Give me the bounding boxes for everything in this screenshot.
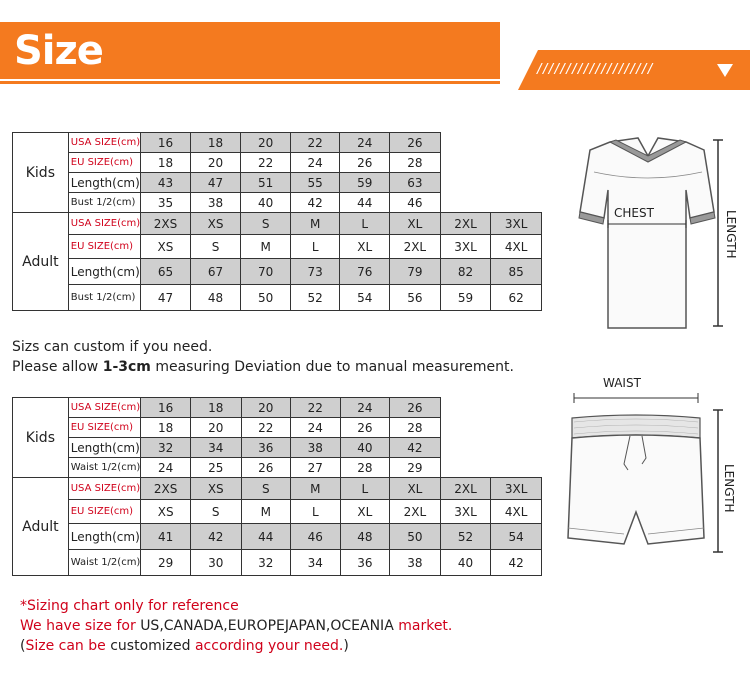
size-cell: 38 <box>291 438 341 458</box>
size-cell: 50 <box>241 285 291 311</box>
row-label: EU SIZE(cm) <box>68 500 141 524</box>
size-cell: XS <box>141 235 191 259</box>
row-label: Length(cm) <box>68 438 141 458</box>
empty-cell <box>491 438 542 458</box>
adult-group-label: Adult <box>13 478 69 576</box>
empty-cell <box>440 133 491 153</box>
shorts-diagram <box>552 392 750 562</box>
size-cell: 20 <box>241 398 291 418</box>
size-cell: 28 <box>340 458 390 478</box>
table-row <box>13 213 542 235</box>
size-cell: 16 <box>141 133 191 153</box>
footer-line3-close: ) <box>343 638 349 654</box>
table-row <box>13 458 542 478</box>
size-cell: M <box>291 478 341 500</box>
size-cell: S <box>190 500 241 524</box>
table-row <box>13 524 542 550</box>
size-cell: 24 <box>290 153 340 173</box>
banner-stripes-icon: //////////////////// <box>536 62 653 77</box>
footer-line3-red1: Size can be <box>25 638 106 654</box>
footer-line3-open: ( <box>20 638 26 654</box>
empty-cell <box>440 458 491 478</box>
table-row <box>13 153 542 173</box>
size-cell: L <box>340 478 390 500</box>
shorts-length-label: LENGTH <box>722 464 736 513</box>
empty-cell <box>491 153 542 173</box>
size-cell: 46 <box>291 524 341 550</box>
size-cell: 20 <box>190 153 241 173</box>
size-cell: 32 <box>241 550 291 576</box>
chevron-down-icon <box>717 64 733 77</box>
deviation-note-pre: Please allow <box>12 359 103 375</box>
size-cell: 18 <box>141 153 191 173</box>
size-cell: 2XS <box>141 213 191 235</box>
table-row <box>13 173 542 193</box>
size-cell: 38 <box>190 193 241 213</box>
size-cell: S <box>190 235 241 259</box>
size-cell: 3XL <box>440 500 491 524</box>
size-cell: 18 <box>190 133 241 153</box>
size-cell: 3XL <box>491 478 542 500</box>
size-cell: 34 <box>291 550 341 576</box>
size-cell: 42 <box>190 524 241 550</box>
size-cell: 2XL <box>390 500 441 524</box>
size-cell: 28 <box>390 153 441 173</box>
size-cell: 2XL <box>440 213 491 235</box>
size-cell: 79 <box>390 259 441 285</box>
size-cell: 40 <box>241 193 291 213</box>
empty-cell <box>440 193 491 213</box>
shorts-outline-icon <box>568 435 704 544</box>
row-label: Bust 1/2(cm) <box>68 285 140 311</box>
footer-line1: *Sizing chart only for reference <box>20 598 239 614</box>
size-cell: 24 <box>291 418 341 438</box>
size-cell: 46 <box>390 193 441 213</box>
row-label: EU SIZE(cm) <box>68 235 140 259</box>
size-cell: 52 <box>440 524 491 550</box>
empty-cell <box>491 133 542 153</box>
size-cell: 18 <box>190 398 241 418</box>
size-cell: 40 <box>440 550 491 576</box>
shirt-length-label: LENGTH <box>724 210 738 259</box>
shirt-outline-icon <box>580 138 714 328</box>
table-row <box>13 235 542 259</box>
size-cell: 29 <box>141 550 191 576</box>
shirt-diagram <box>552 132 750 332</box>
size-cell: 32 <box>141 438 191 458</box>
size-cell: 26 <box>340 153 390 173</box>
empty-cell <box>491 193 542 213</box>
size-cell: XL <box>390 478 441 500</box>
size-cell: 2XL <box>440 478 491 500</box>
size-cell: 67 <box>190 259 241 285</box>
size-cell: XL <box>340 500 390 524</box>
size-cell: 4XL <box>491 235 542 259</box>
size-cell: 26 <box>390 398 441 418</box>
size-cell: 47 <box>190 173 241 193</box>
size-cell: M <box>241 235 291 259</box>
size-cell: XS <box>190 478 241 500</box>
table-row <box>13 398 542 418</box>
size-cell: 16 <box>141 398 191 418</box>
row-label: USA SIZE(cm) <box>68 398 141 418</box>
size-cell: XL <box>390 213 441 235</box>
adult-group-label: Adult <box>13 213 69 311</box>
size-cell: 26 <box>241 458 291 478</box>
table-row <box>13 550 542 576</box>
size-cell: 73 <box>290 259 340 285</box>
row-label: EU SIZE(cm) <box>68 153 140 173</box>
size-cell: 54 <box>340 285 390 311</box>
size-cell: 35 <box>141 193 191 213</box>
size-cell: 47 <box>141 285 191 311</box>
size-cell: S <box>241 478 291 500</box>
empty-cell <box>491 173 542 193</box>
deviation-note <box>12 359 514 375</box>
size-cell: 22 <box>241 418 291 438</box>
size-cell: XL <box>340 235 390 259</box>
size-cell: 42 <box>390 438 441 458</box>
size-cell: L <box>290 235 340 259</box>
empty-cell <box>440 173 491 193</box>
table-row <box>13 285 542 311</box>
size-cell: 51 <box>241 173 291 193</box>
size-cell: 50 <box>390 524 441 550</box>
empty-cell <box>491 398 542 418</box>
table-row <box>13 133 542 153</box>
size-cell: XS <box>190 213 241 235</box>
footer-line2-markets: US,CANADA,EUROPEJAPAN,OCEANIA <box>140 618 394 634</box>
size-cell: 38 <box>390 550 441 576</box>
row-label: Length(cm) <box>68 173 140 193</box>
deviation-note-bold: 1-3cm <box>102 359 151 375</box>
empty-cell <box>440 398 491 418</box>
size-cell: L <box>291 500 341 524</box>
table-row <box>13 500 542 524</box>
row-label: USA SIZE(cm) <box>68 133 140 153</box>
size-cell: 76 <box>340 259 390 285</box>
footer-line3-black: customized <box>105 638 195 654</box>
size-cell: 62 <box>491 285 542 311</box>
size-cell: 28 <box>390 418 441 438</box>
size-cell: XS <box>141 500 191 524</box>
empty-cell <box>440 418 491 438</box>
size-cell: 59 <box>440 285 491 311</box>
size-cell: 4XL <box>491 500 542 524</box>
kids-group-label: Kids <box>13 133 69 213</box>
size-cell: 30 <box>190 550 241 576</box>
size-cell: 26 <box>340 418 390 438</box>
custom-note-line1: Sizs can custom if you need. <box>12 339 213 355</box>
size-cell: 54 <box>491 524 542 550</box>
shorts-size-table <box>12 397 542 576</box>
size-cell: 41 <box>141 524 191 550</box>
size-cell: L <box>340 213 390 235</box>
size-cell: 36 <box>241 438 291 458</box>
size-cell: 85 <box>491 259 542 285</box>
size-cell: 27 <box>291 458 341 478</box>
size-cell: 2XL <box>390 235 441 259</box>
size-cell: 34 <box>190 438 241 458</box>
size-cell: 52 <box>290 285 340 311</box>
row-label: Waist 1/2(cm) <box>68 458 141 478</box>
row-label: Length(cm) <box>68 524 141 550</box>
table-row <box>13 259 542 285</box>
row-label: Waist 1/2(cm) <box>68 550 141 576</box>
size-cell: 20 <box>241 133 291 153</box>
empty-cell <box>491 458 542 478</box>
footer-reference-note <box>20 598 239 614</box>
size-cell: 48 <box>340 524 390 550</box>
size-cell: 22 <box>291 398 341 418</box>
size-cell: 40 <box>340 438 390 458</box>
size-cell: 55 <box>290 173 340 193</box>
empty-cell <box>440 438 491 458</box>
waist-label: WAIST <box>603 376 641 390</box>
table-row <box>13 478 542 500</box>
size-cell: 29 <box>390 458 441 478</box>
size-cell: 24 <box>340 398 390 418</box>
footer-line2-red2: market. <box>393 618 453 634</box>
footer-line3-red2: according your need. <box>194 638 344 654</box>
size-cell: 56 <box>390 285 441 311</box>
size-cell: 59 <box>340 173 390 193</box>
size-cell: 3XL <box>440 235 491 259</box>
size-cell: 3XL <box>491 213 542 235</box>
custom-note <box>12 339 212 355</box>
empty-cell <box>491 418 542 438</box>
shirt-size-table <box>12 132 542 311</box>
kids-group-label: Kids <box>13 398 69 478</box>
row-label: Length(cm) <box>68 259 140 285</box>
size-cell: 26 <box>390 133 441 153</box>
size-cell: M <box>241 500 291 524</box>
banner-underline <box>0 81 500 84</box>
row-label: EU SIZE(cm) <box>68 418 141 438</box>
table-row <box>13 438 542 458</box>
size-cell: 25 <box>190 458 241 478</box>
size-cell: 82 <box>440 259 491 285</box>
size-cell: 36 <box>340 550 390 576</box>
row-label: USA SIZE(cm) <box>68 213 140 235</box>
footer-line2-red1: We have size for <box>20 618 141 634</box>
footer-custom-note <box>20 638 349 654</box>
size-cell: 65 <box>141 259 191 285</box>
size-cell: 20 <box>190 418 241 438</box>
size-cell: 44 <box>340 193 390 213</box>
size-cell: 48 <box>190 285 241 311</box>
size-cell: 63 <box>390 173 441 193</box>
deviation-note-post: measuring Deviation due to manual measurement. <box>150 359 514 375</box>
empty-cell <box>440 153 491 173</box>
size-cell: 24 <box>141 458 191 478</box>
size-cell: S <box>241 213 291 235</box>
size-cell: 44 <box>241 524 291 550</box>
size-cell: 18 <box>141 418 191 438</box>
size-cell: 42 <box>491 550 542 576</box>
size-cell: M <box>290 213 340 235</box>
size-cell: 22 <box>290 133 340 153</box>
size-cell: 43 <box>141 173 191 193</box>
size-cell: 24 <box>340 133 390 153</box>
size-cell: 2XS <box>141 478 191 500</box>
table-row <box>13 193 542 213</box>
banner-title: Size <box>14 28 103 74</box>
chest-label: CHEST <box>614 206 654 220</box>
row-label: USA SIZE(cm) <box>68 478 141 500</box>
footer-market-note <box>20 618 452 634</box>
table-row <box>13 418 542 438</box>
size-cell: 22 <box>241 153 291 173</box>
size-cell: 70 <box>241 259 291 285</box>
size-cell: 42 <box>290 193 340 213</box>
row-label: Bust 1/2(cm) <box>68 193 140 213</box>
size-banner <box>0 22 750 90</box>
